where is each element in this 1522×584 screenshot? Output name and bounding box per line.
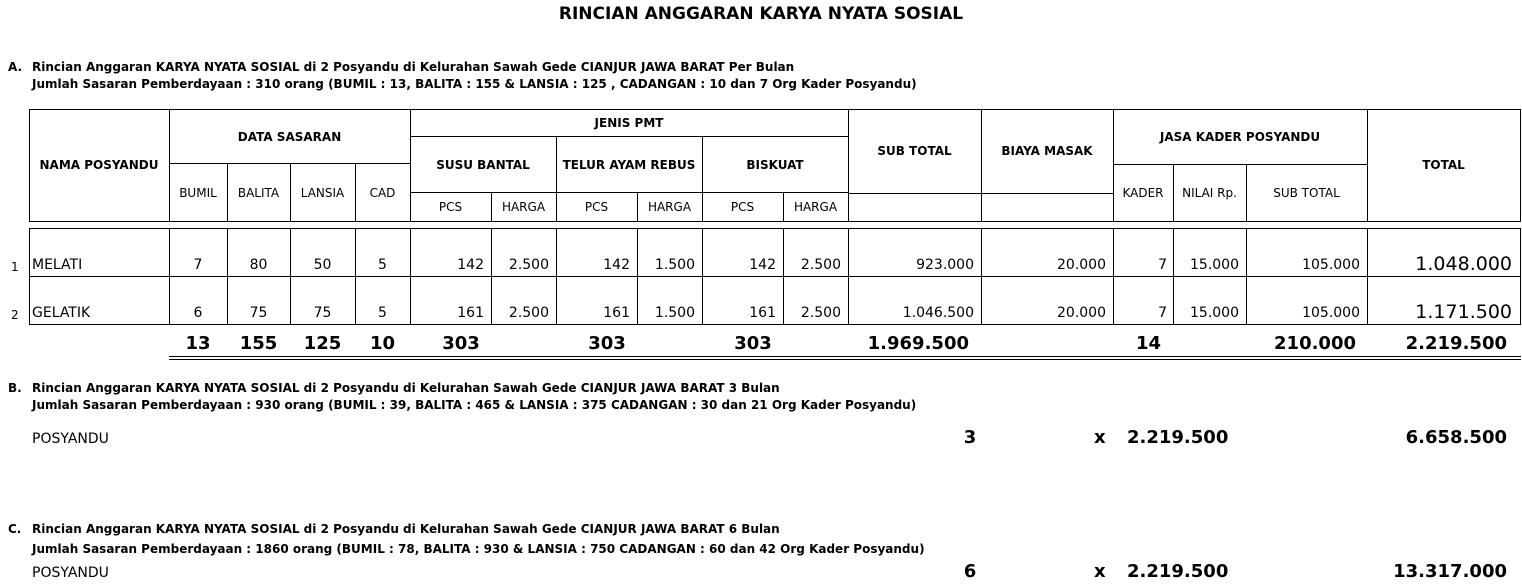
subheader-susu-harga: HARGA <box>501 200 546 214</box>
row-kader-sub-total: 105.000 <box>1302 305 1360 321</box>
subheader-cad: CAD <box>369 186 396 200</box>
row-biskuat-pcs: 161 <box>749 305 776 321</box>
row-cad: 5 <box>378 257 387 273</box>
total-lansia: 125 <box>303 333 342 354</box>
section-b-line2: Jumlah Sasaran Pemberdayaan : 930 orang (BUMIL : 39, BALITA : 465 & LANSIA : 375 CADANGAN : 30 dan 21 Org Kader Posyandu) <box>32 398 917 412</box>
row-susu-pcs: 142 <box>457 257 484 273</box>
header-susu-bantal: SUSU BANTAL <box>436 158 530 172</box>
total-susu-pcs: 303 <box>442 333 480 354</box>
subheader-kader: KADER <box>1122 186 1164 200</box>
section-c-line1: Rincian Anggaran KARYA NYATA SOSIAL di 2 Posyandu di Kelurahan Sawah Gede CIANJUR JAWA BARAT 6 Bulan <box>32 522 780 536</box>
row-susu-harga: 2.500 <box>508 257 549 273</box>
section-b-line1: Rincian Anggaran KARYA NYATA SOSIAL di 2 Posyandu di Kelurahan Sawah Gede CIANJUR JAWA BARAT 3 Bulan <box>32 381 780 395</box>
total-sub-total: 1.969.500 <box>867 333 969 354</box>
header-jenis-pmt: JENIS PMT <box>594 116 664 130</box>
row-telur-pcs: 161 <box>603 305 630 321</box>
section-b-label: POSYANDU <box>32 431 109 447</box>
total-bumil: 13 <box>185 333 211 354</box>
row-biskuat-pcs: 142 <box>749 257 776 273</box>
row-kader-sub-total: 105.000 <box>1302 257 1360 273</box>
row-telur-harga: 1.500 <box>654 257 695 273</box>
header-telur-ayam-rebus: TELUR AYAM REBUS <box>562 158 696 172</box>
header-nama-posyandu: NAMA POSYANDU <box>39 158 159 172</box>
row-cad: 5 <box>378 305 387 321</box>
row-susu-pcs: 161 <box>457 305 484 321</box>
row-nama: GELATIK <box>32 305 91 321</box>
row-total: 1.048.000 <box>1415 253 1512 275</box>
header-biaya-masak: BIAYA MASAK <box>1001 144 1093 158</box>
row-biskuat-harga: 2.500 <box>800 257 841 273</box>
row-biaya-masak: 20.000 <box>1057 257 1106 273</box>
subheader-telur-pcs: PCS <box>584 200 609 214</box>
subheader-bumil: BUMIL <box>179 186 217 200</box>
subheader-telur-harga: HARGA <box>647 200 692 214</box>
subheader-kader-sub-total: SUB TOTAL <box>1273 186 1340 200</box>
row-nilai: 15.000 <box>1190 305 1239 321</box>
row-nama: MELATI <box>32 257 83 273</box>
row-lansia: 50 <box>313 257 332 273</box>
row-biaya-masak: 20.000 <box>1057 305 1106 321</box>
section-b-marker: B. <box>8 381 22 395</box>
row-sub-total: 923.000 <box>916 257 974 273</box>
section-c-line2: Jumlah Sasaran Pemberdayaan : 1860 orang (BUMIL : 78, BALITA : 930 & LANSIA : 750 CADANGAN : 60 dan 42 Org Kader Posyandu) <box>32 542 925 556</box>
header-total: TOTAL <box>1422 158 1465 172</box>
row-kader: 7 <box>1158 305 1167 321</box>
header-biskuat: BISKUAT <box>746 158 804 172</box>
row-telur-pcs: 142 <box>603 257 630 273</box>
subheader-susu-pcs: PCS <box>438 200 463 214</box>
section-b-per-month: 2.219.500 <box>1127 427 1229 448</box>
section-b-months: 3 <box>963 427 977 448</box>
row-number: 2 <box>11 308 19 322</box>
row-kader: 7 <box>1158 257 1167 273</box>
row-nilai: 15.000 <box>1190 257 1239 273</box>
section-a-marker: A. <box>8 60 23 74</box>
row-bumil: 7 <box>193 257 203 273</box>
section-c-times: x <box>1094 561 1106 582</box>
row-bumil: 6 <box>193 305 203 321</box>
subheader-nilai-rp: NILAI Rp. <box>1182 186 1237 200</box>
section-b-total: 6.658.500 <box>1405 427 1507 448</box>
row-balita: 80 <box>249 257 268 273</box>
total-biskuat-pcs: 303 <box>734 333 772 354</box>
subheader-biskuat-harga: HARGA <box>793 200 838 214</box>
row-total: 1.171.500 <box>1415 301 1512 323</box>
header-sub-total: SUB TOTAL <box>877 144 952 158</box>
section-a-line2: Jumlah Sasaran Pemberdayaan : 310 orang (BUMIL : 13, BALITA : 155 & LANSIA : 125 , CADANGAN : 10 dan 7 Org Kader Posyandu) <box>32 77 917 91</box>
row-sub-total: 1.046.500 <box>902 305 974 321</box>
subheader-lansia: LANSIA <box>300 186 345 200</box>
header-jasa-kader: JASA KADER POSYANDU <box>1159 130 1321 144</box>
subheader-balita: BALITA <box>237 186 280 200</box>
row-number: 1 <box>11 260 19 274</box>
grand-total: 2.219.500 <box>1405 333 1507 354</box>
total-cad: 10 <box>369 333 396 354</box>
section-c-months: 6 <box>963 561 977 582</box>
row-susu-harga: 2.500 <box>508 305 549 321</box>
total-balita: 155 <box>239 333 278 354</box>
total-telur-pcs: 303 <box>588 333 626 354</box>
section-c-per-month: 2.219.500 <box>1127 561 1229 582</box>
section-c-total: 13.317.000 <box>1393 561 1507 582</box>
section-a-line1: Rincian Anggaran KARYA NYATA SOSIAL di 2 Posyandu di Kelurahan Sawah Gede CIANJUR JAWA BARAT Per Bulan <box>32 60 795 74</box>
total-kader: 14 <box>1135 333 1161 354</box>
total-kader-sub-total: 210.000 <box>1274 333 1356 354</box>
section-c-marker: C. <box>8 522 22 536</box>
row-biskuat-harga: 2.500 <box>800 305 841 321</box>
subheader-biskuat-pcs: PCS <box>730 200 755 214</box>
page-title: RINCIAN ANGGARAN KARYA NYATA SOSIAL <box>558 4 964 24</box>
row-lansia: 75 <box>313 305 332 321</box>
header-data-sasaran: DATA SASARAN <box>237 130 342 144</box>
section-b-times: x <box>1094 427 1106 448</box>
section-c-label: POSYANDU <box>32 565 109 581</box>
row-telur-harga: 1.500 <box>654 305 695 321</box>
row-balita: 75 <box>249 305 268 321</box>
